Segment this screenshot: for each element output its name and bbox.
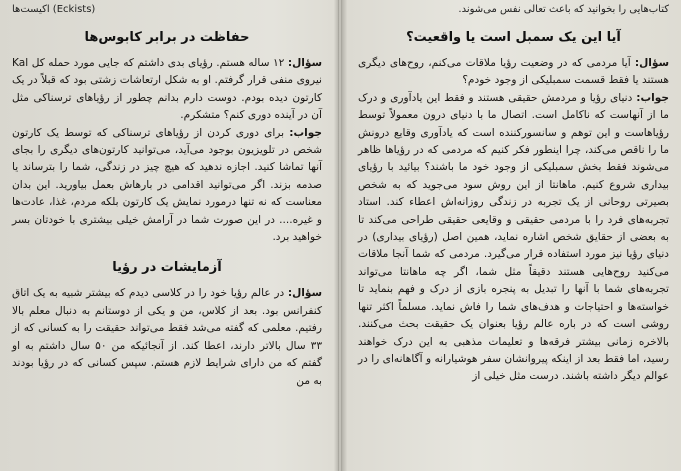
answer-label: جواب: [289,126,322,139]
right-page [342,0,681,471]
answer-symbol [358,90,669,386]
left-page [0,0,338,471]
question-text: در عالم رؤیا خود را در کلاسی دیدم که بیشتر شبیه به یک اتاق کنفرانس بود. بعد از کلاس، من و یکی از دوستانم به دنبال معلم بالا رفتیم. معلمی که گفته می‌شد فقط می‌تواند حقیقت را به کسانی که از ۳۳ سال بالاتر دارند، اعطا کند. از آنجائیکه من ۵۰ سال داشتم به او گفتم که من دارای شرایط لازم هستم. سپس کسانی که در رؤیا بودند به من [12,287,323,387]
section-title-dream-tests: آزمایشات در رؤیا [112,260,222,276]
question-dream-tests [12,285,322,389]
left-running-head: اکیست‌ها (Eckists) [12,4,96,15]
answer-text: برای دوری کردن از رؤیاهای ترسناکی که توسط یک کارتون شخص در تلویزیون بوجود می‌آید، می‌توانید کارتون‌های دیگری را بجای آنها تماشا کنید. اجازه ندهید که هیچ چیز در زندگی، شما را بترساند یا صدمه بزند. اگر می‌توانید اقدامی در بارهاش بعمل بیاورید. این بدان معناست که نه تنها درمورد نمایش یک کارتون بلکه مردم، غذا، عادت‌ها و غیره.... در این صورت شما در آرامش خیلی بیشتری با خودتان بسر خواهید برد. [12,126,322,244]
question-label: سؤال: [287,57,322,69]
question-text: ۱۲ ساله هستم. رؤیای بدی داشتم که جایی مورد حمله کل Kal نیروی منفی قرار گرفتم. او به شکل ارتعاشات زشتی بود که قبلاً در یک کارتون دیده بودم. دوست دارم بدانم چطور از رؤیاهای ترسناکی مثل آن در آینده دوری کنم؟ متشکرم. [12,57,322,122]
question-label: سؤال: [287,287,322,300]
section-title-nightmares: حفاظت در برابر کابوس‌ها [84,30,250,45]
answer-nightmares [12,125,322,247]
right-running-head: کتاب‌هایی را بخوانید که باعث تعالی نفس می‌شوند. [458,4,669,15]
section-title-symbol-or-reality: آیا این یک سمبل است یا واقعیت؟ [406,30,621,45]
question-nightmares [12,55,322,125]
question-label: سؤال: [634,57,669,69]
question-text: آیا مردمی که در وضعیت رؤیا ملاقات می‌کنم، روح‌های دیگری هستند یا فقط قسمت سمبلیکی از وجود خودم؟ [358,57,669,87]
question-symbol [358,55,669,90]
answer-label: جواب: [636,91,669,104]
answer-text: دنیای رؤیا و مردمش حقیقی هستند و فقط این یادآوری و درک ما از آنهاست که ناکامل است. اتصال ما با دنیای درون معمولاً توسط رؤیاهاست و این توهم و سانسورکننده است که یادآوری وقایع درونش ما را ناقص می‌کند، چرا اینطور فکر کنیم که مردمی که در رؤیاها ظاهر می‌شوند فقط بخش سمبلیکی از وجود خود ما باشند؟ بیائید با رؤیای بیداری شروع کنیم. ماهانتا از این روش سود می‌جوید که به شخص بصیرتی روحانی از یک تجربه در زندگی روزانه‌اش اعطاء کند. استاد تجربه‌های فرد را با مردمی حقیقی و وقایعی حقیقی طراحی می‌کند تا به بعضی از حقایق شخص اشاره نماید، همین اصل (رؤیای بیداری) در دنیای رؤیا نیز مورد استفاده قرار می‌گیرد. مردمی که شما آنجا ملاقات می‌کنید روح‌هایی هستند دقیقاً مثل شما، اگر چه ماهانتا می‌تواند تجربه‌های شما با آنها را تبدیل به پنجره بازی از درک و فهم بنماید تا خواسته‌ها و احتیاجات و هدف‌های شما را فاش نماید. مسلماً اکثر تنها روشی است که در باره عالم رؤیا بعنوان یک حقیقت بحث می‌کنند. بالاخره زمانی بیشتر فرقه‌ها و تعلیمات مذهبی به این درک خواهند رسید، اما فقط بعد از اینکه پیروانشان سفر هوشیارانه و آگاهانه‌ای را در عوالم دیگر داشته باشند. درست مثل خیلی از [358,91,669,383]
